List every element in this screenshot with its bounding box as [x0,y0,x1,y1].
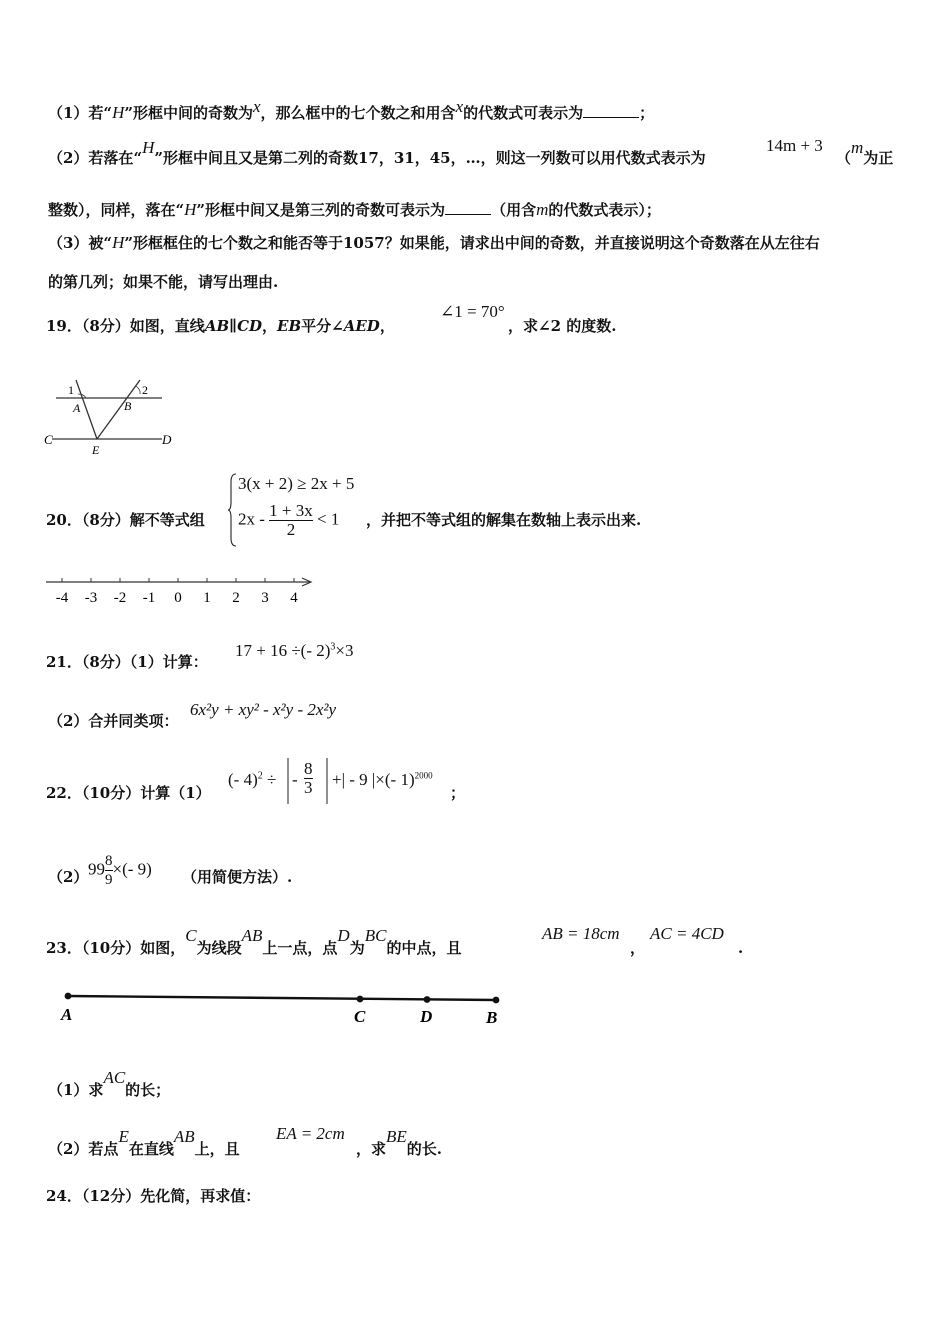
q22-frac: $\frac{8}{3}$ [304,759,313,797]
segment-ab [68,996,496,1000]
tick-label: 4 [290,590,298,606]
tick-label: -4 [55,590,69,606]
q19-figure [40,372,180,462]
q23-comma: ， [630,939,646,957]
tick-label: -2 [113,590,127,606]
eq-ab-18: AB = 18cm [542,924,620,943]
q23-part2-tail: ，求BE的长. [356,1127,443,1158]
mixed-number: 99 $\frac{8}{9}$ ×(- 9) [88,853,152,888]
q20-text: 20．（8分）解不等式组 [46,511,205,529]
label-1: 1 [68,383,74,397]
angle2-arc [136,386,140,394]
q22-expr-b: +| - 9 |×(- 1)$^{2000}$ [332,770,433,789]
label-a: A [73,401,81,415]
q22-part2-tail: （用简便方法）. [182,868,293,886]
eq-ea-2: EA = 2cm [276,1124,345,1143]
q21-text: 21．（8分）（1）计算： [46,653,208,671]
point-d [424,996,431,1003]
system-brace [228,470,238,550]
fraction: $\frac{1 + 3x}{2}$ [269,501,313,539]
answer-blank-1 [583,103,639,118]
q19-text-tail: ，求∠2 的度数. [508,317,617,335]
q18-part2-cont: 整数），同样，落在“H”形框中间又是第三列的奇数可表示为 （用含m的代数式表示）； [48,200,661,219]
label-2: 2 [142,383,148,397]
q22-semi: ； [450,784,466,802]
label-b: B [486,1008,498,1027]
label-d: D [162,432,172,447]
inequality-2: 2x - $\frac{1 + 3x}{2}$ < 1 [238,501,340,539]
tick-label: 2 [232,590,240,606]
q21-expr2: 6x²y + xy² - x²y - 2x²y [190,700,337,719]
answer-blank-2 [445,200,491,215]
tick-label: -3 [84,590,98,606]
label-e: E [92,443,100,457]
tick-label: -1 [142,590,156,606]
q23-segment-figure [56,984,512,1030]
expr-14m-3: 14m + 3 [766,136,823,155]
h-symbol: H [112,103,125,122]
point-c [357,996,364,1003]
inequality-1: 3(x + 2) ≥ 2x + 5 [238,474,355,493]
point-a [65,993,72,1000]
angle1-value: ∠1 = 70° [440,302,505,321]
label-c: C [354,1007,366,1026]
label-b: B [124,399,132,413]
q21-expr1: 17 + 16 ÷(- 2)$^3$×3 [235,641,354,660]
q23-part1: （1）求AC的长； [48,1068,171,1099]
q18-part3: （3）被“H”形框框住的七个数之和能否等于1057？如果能，请求出中间的奇数，并直接说明这个奇数落在从左往右 [48,233,820,252]
eq-ac-4cd: AC = 4CD [650,924,724,943]
q22-expr-a: (- 4)$^2$ ÷ [228,770,277,789]
label-c: C [44,432,53,447]
q22-neg: - [292,770,298,789]
q18-part1: （1）若“H”形框中间的奇数为x，那么框中的七个数之和用含x的代数式可表示为 ； [48,97,655,122]
q23-text: 23．（10分）如图，C为线段AB上一点，点D为BC的中点，且 [46,926,462,957]
point-b [493,997,500,1004]
q22-text: 22．（10分）计算（1） [46,784,211,802]
q24-text: 24．（12分）先化简，再求值： [46,1187,261,1205]
q18-part3-cont: 的第几列；如果不能，请写出理由. [48,273,279,291]
label-a: A [61,1005,73,1024]
q18-part2-tail: （m为正 [836,138,894,167]
q18-part2: （2）若落在“H”形框中间且又是第二列的奇数17，31，45，…，则这一列数可以用代数式表示为 [48,138,706,167]
q19-text: 19．（8分）如图，直线AB∥CD，EB平分∠AED， [46,317,395,335]
number-line [40,572,320,608]
q22-part2: （2） [48,868,89,886]
line-eb [97,380,140,439]
label-d: D [420,1007,433,1026]
q23-period: . [738,939,744,957]
q20-text-tail: ，并把不等式组的解集在数轴上表示出来. [366,511,642,529]
q23-part2: （2）若点E在直线AB上，且 [48,1127,240,1158]
x-symbol: x [253,97,261,116]
q21-part2: （2）合并同类项： [48,712,179,730]
tick-label: 1 [203,590,211,606]
tick-label: 0 [174,590,182,606]
tick-label: 3 [261,590,269,606]
